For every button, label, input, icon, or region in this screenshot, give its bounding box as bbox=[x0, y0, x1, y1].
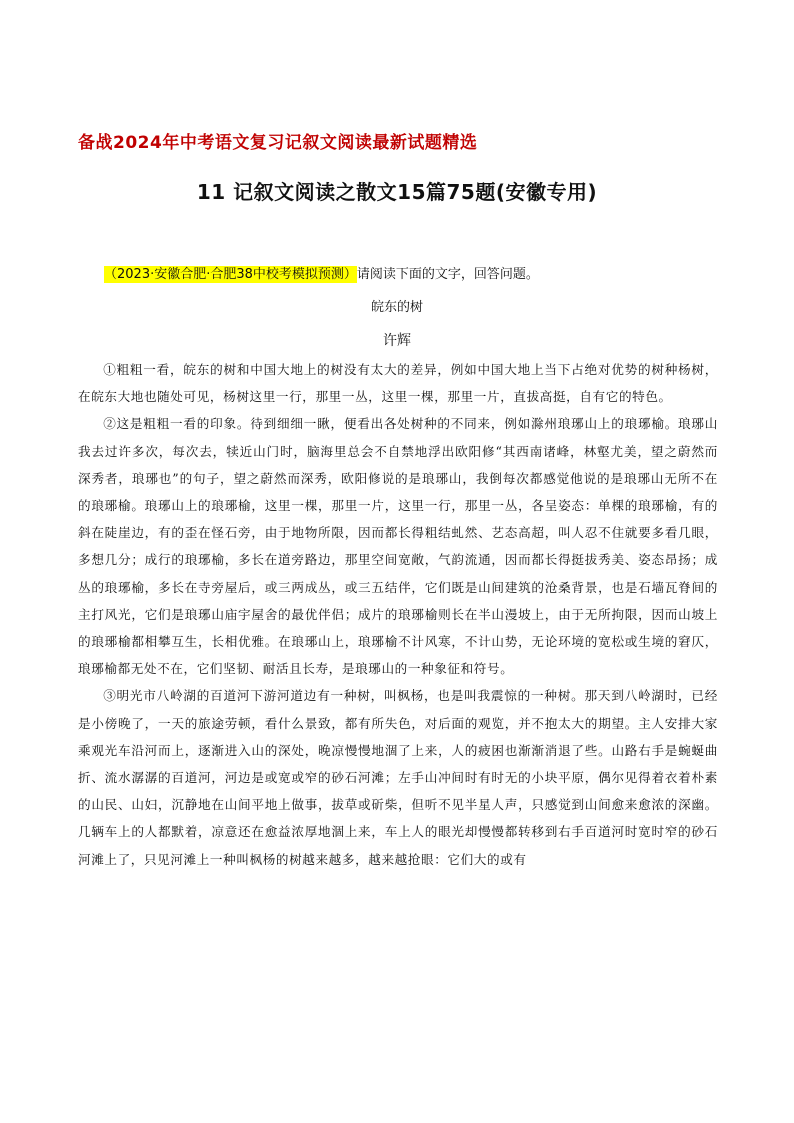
paragraph-2: ②这是粗粗一看的印象。待到细细一瞅，便看出各处树种的不同来，例如滁州琅琊山上的琅琊榆。琅琊山我去过许多次，每次去，犊近山门时，脑海里总会不自禁地浮出欧阳修“其西南诸峰，林壑尤美，望之蔚然而深秀者，琅琊也”的句子，望之蔚然而深秀，欧阳修说的是琅琊山，我倒每次都感觉他说的是琅琊山无所不在的琅琊榆。琅琊山上的琅琊榆，这里一棵，那里一片，这里一行，那里一丛，各呈姿态：单棵的琅琊榆，有的斜在陡崖边，有的歪在怪石旁，由于地物所限，因而都长得粗结虬然、艺态高超，叫人忍不住就要多看几眼，多想几分；成行的琅琊榆，多长在道旁路边，那里空间宽敞，气韵流通，因而都长得挺拔秀美、姿态昂扬；成丛的琅琊榆，多长在寺旁屋后，或三两成丛，或三五结伴，它们既是山间建筑的沧桑背景，也是石墙瓦脊间的主打风光，它们是琅琊山庙宇屋舍的最优伴侣；成片的琅琊榆则长在半山漫坡上，由于无所拘限，因而山坡上的琅琊榆都相攀互生，长相优雅。在琅琊山上，琅琊榆不计风寒，不计山势，无论环境的宽松或生境的窘仄，琅琊榆都无处不在，它们坚韧、耐活且长寿，是琅琊山的一种象征和符号。 bbox=[78, 416, 718, 677]
question-instruction: 请阅读下面的文字，回答问题。 bbox=[356, 267, 539, 282]
chapter-title: 11 记叙文阅读之散文15篇75题(安徽专用) bbox=[196, 180, 598, 204]
paragraph-1: ①粗粗一看，皖东的树和中国大地上的树没有太大的差异，例如中国大地上当下占绝对优势的树种杨树，在皖东大地也随处可见，杨树这里一行，那里一丛，这里一棵，那里一片，直拔高挺，自有它的特色。 bbox=[78, 362, 718, 405]
question-intro bbox=[104, 263, 539, 282]
source-tag: （2023·安徽合肥·合肥38中校考模拟预测） bbox=[104, 267, 357, 282]
essay-body bbox=[78, 356, 718, 873]
paragraph-3: ③明光市八岭湖的百道河下游河道边有一种树，叫枫杨，也是叫我震惊的一种树。那天到八岭湖时，已经是小傍晚了，一天的旅途劳顿，看什么景致，都有所失色，对后面的观览，并不抱太大的期望。主人安排大家乘观光车沿河而上，逐渐进入山的深处，晚凉慢慢地涸了上来，人的疲困也渐渐消退了些。山路右手是蜿蜒曲折、流水潺潺的百道河，河边是或宽或窄的砂石河滩；左手山冲间时有时无的小块平原，偶尔见得着衣着朴素的山民、山妇，沉静地在山间平地上做事，拔草或斫柴，但听不见半星人声，只感觉到山间愈来愈浓的深幽。几辆车上的人都默着，凉意还在愈益浓厚地涸上来，车上人的眼光却慢慢都转移到右手百道河时宽时窄的砂石河滩上了，只见河滩上一种叫枫杨的树越来越多，越来越抢眼：它们大的或有 bbox=[78, 688, 718, 867]
series-title: 备战2024年中考语文复习记叙文阅读最新试题精选 bbox=[78, 133, 478, 153]
essay-title: 皖东的树 bbox=[370, 300, 423, 315]
essay-author: 许辉 bbox=[383, 333, 411, 349]
